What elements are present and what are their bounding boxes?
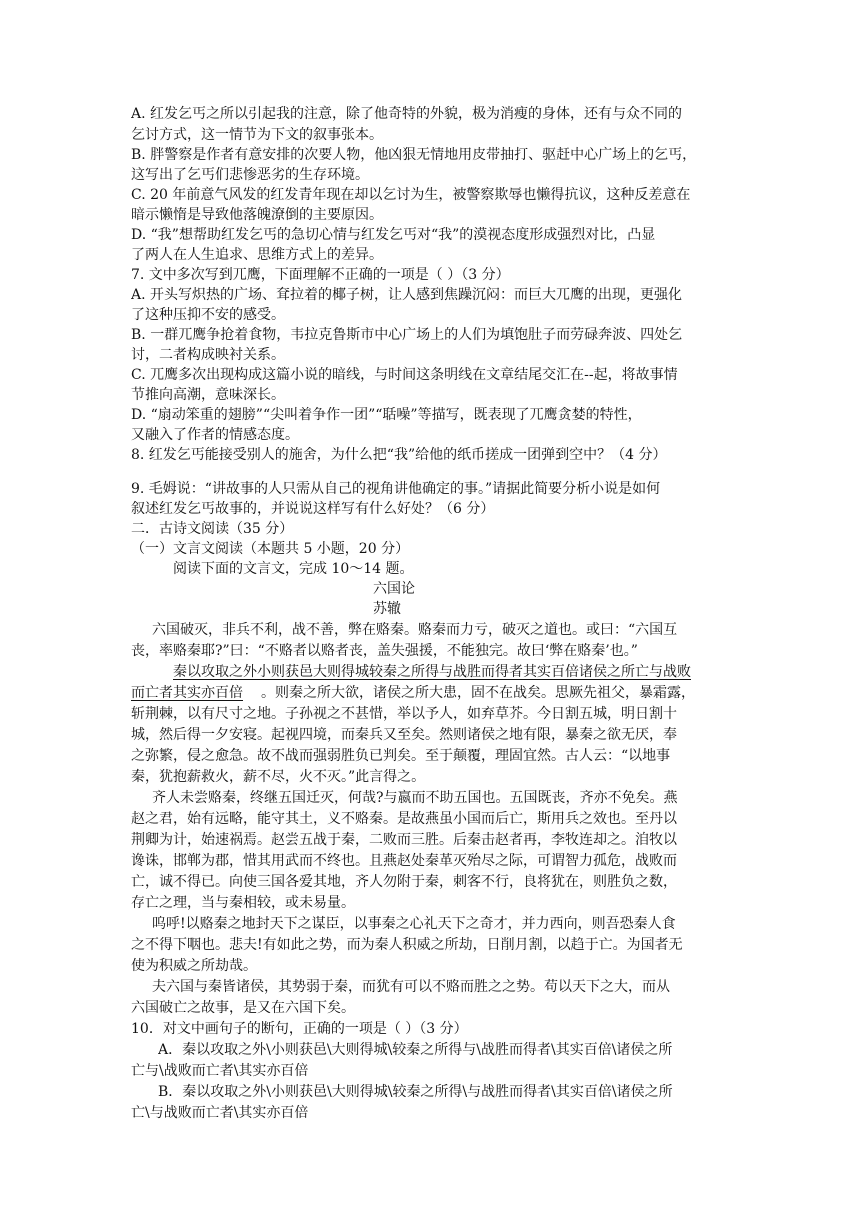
- text-line: A. 开头写炽热的广场、耷拉着的椰子树，让人感到焦躁沉闷：而巨大兀鹰的出现，更强化: [131, 287, 683, 303]
- text-line: 又融入了作者的情感态度。: [131, 427, 299, 443]
- text-line: 齐人未尝赂秦，终继五国迁灭，何哉?与嬴而不助五国也。五国既丧，齐亦不免矣。燕: [152, 790, 678, 806]
- text-line: 亡，诚不得已。向使三国各爱其地，齐人勿附于秦，刺客不行，良将犹在，则胜负之数，: [131, 874, 677, 890]
- text-line: 8. 红发乞丐能接受别人的施舍，为什么把“我”给他的纸币搓成一团弹到空中？（4 分）: [131, 447, 667, 463]
- text-line: C. 兀鹰多次出现构成这篇小说的暗线，与时间这条明线在文章结尾交汇在--起，将故事情: [131, 367, 678, 383]
- text-line: 使为积威之所劫哉。: [131, 958, 257, 974]
- text-line: 丧，率赂秦耶?”曰：“不赂者以赂者丧，盖失强援，不能独完。故曰‘弊在赂秦’也。”: [131, 643, 638, 659]
- text-line: 7. 文中多次写到兀鹰，下面理解不正确的一项是（ ）（3 分）: [131, 267, 510, 283]
- text-line: 二．古诗文阅读（35 分）: [131, 521, 294, 537]
- text-line: 苏辙: [373, 601, 401, 617]
- text-line: 。则秦之所大欲，诸侯之所大患，固不在战矣。思厥先祖父，暴霜露，: [261, 685, 695, 701]
- text-line: 亡\与战败而亡者\其实亦百倍: [131, 1105, 309, 1121]
- text-line: （一）文言文阅读（本题共 5 小题，20 分）: [131, 541, 410, 557]
- text-line: C. 20 年前意气风发的红发青年现在却以乞讨为生，被警察欺辱也懒得抗议，这种反差意在: [131, 187, 691, 203]
- text-line: 节推向高潮，意味深长。: [131, 387, 285, 403]
- text-line: D. “我”想帮助红发乞丐的急切心情与红发乞丐对“我”的漠视态度形成强烈对比，凸显: [131, 227, 656, 243]
- text-line: 9. 毛姆说：“讲故事的人只需从自己的视角讲他确定的事。”请据此简要分析小说是如何: [131, 481, 661, 497]
- text-line: 六国破灭，非兵不利，战不善，弊在赂秦。赂秦而力亏，破灭之道也。或曰：“六国互: [152, 622, 678, 638]
- text-line: 阅读下面的文言文，完成 10～14 题。: [173, 561, 414, 577]
- text-line: 夫六国与秦皆诸侯，其势弱于秦，而犹有可以不赂而胜之之势。苟以天下之大，而从: [152, 979, 670, 995]
- text-line: 荆卿为计，始速祸焉。赵尝五战于秦，二败而三胜。后秦击赵者再，李牧连却之。洎牧以: [131, 832, 677, 848]
- text-line: B. 胖警察是作者有意安排的次要人物，他凶狠无情地用皮带抽打、驱赶中心广场上的乞丐，: [131, 147, 697, 163]
- text-line: 亡与\战败而亡者\其实亦百倍: [131, 1063, 309, 1079]
- text-line: 了两人在人生追求、思维方式上的差异。: [131, 247, 383, 263]
- text-line: 斩荆棘，以有尺寸之地。子孙视之不甚惜，举以予人，如弃草芥。今日割五城，明日割十: [131, 706, 677, 722]
- text-line: 六国破亡之故事，是又在六国下矣。: [131, 1000, 355, 1016]
- text-line: 存亡之理，当与秦相较，或未易量。: [131, 895, 355, 911]
- text-line: A．秦以攻取之外\小则获邑\大则得城\较秦之所得与\战胜而得者\其实百倍\诸侯之所: [158, 1042, 673, 1058]
- text-line: A. 红发乞丐之所以引起我的注意，除了他奇特的外貌，极为消瘦的身体，还有与众不同的: [131, 106, 683, 122]
- text-line: 讨，二者构成映衬关系。: [131, 347, 285, 363]
- text-line: 10．对文中画句子的断句，正确的一项是（ ）（3 分）: [131, 1021, 468, 1037]
- text-line: 之不得下咽也。悲夫!有如此之势，而为秦人积威之所劫，日削月割，以趋于亡。为国者无: [131, 937, 683, 953]
- text-line: 秦，犹抱薪救火，薪不尽，火不灭。”此言得之。: [131, 769, 426, 785]
- text-line: D. “扇动笨重的翅膀”“尖叫着争作一团”“聒噪”等描写，既表现了兀鹰贪婪的特性，: [131, 407, 642, 423]
- text-line: 六国论: [373, 581, 415, 597]
- text-line: 暗示懒惰是导致他落魄潦倒的主要原因。: [131, 207, 383, 223]
- text-line: 乞讨方式，这一情节为下文的叙事张本。: [131, 127, 383, 143]
- text-line: B．秦以攻取之外\小则获邑\大则得城\较秦之所得\与战胜而得者\其实百倍\诸侯之所: [158, 1084, 673, 1100]
- text-line: 之弥繁，侵之愈急。故不战而强弱胜负已判矣。至于颠覆，理固宜然。古人云：“以地事: [131, 748, 671, 764]
- text-line: 而亡者其实亦百倍: [131, 685, 243, 701]
- text-line: B. 一群兀鹰争抢着食物，韦拉克鲁斯市中心广场上的人们为填饱肚子而劳碌奔波、四处乞: [131, 327, 683, 343]
- text-line: 了这种压抑不安的感受。: [131, 307, 285, 323]
- text-line: 叙述红发乞丐故事的，并说说这样写有什么好处？（6 分）: [131, 501, 495, 517]
- text-line: 秦以攻取之外小则获邑大则得城较秦之所得与战胜而得者其实百倍诸侯之所亡与战败: [173, 664, 691, 680]
- text-line: 谗诛，邯郸为郡，惜其用武而不终也。且燕赵处秦革灭殆尽之际，可谓智力孤危，战败而: [131, 853, 677, 869]
- text-line: 呜呼!以赂秦之地封天下之谋臣，以事秦之心礼天下之奇才，并力西向，则吾恐秦人食: [152, 916, 676, 932]
- text-line: 这写出了乞丐们悲惨恶劣的生存环境。: [131, 167, 369, 183]
- text-line: 城，然后得一夕安寝。起视四境，而秦兵又至矣。然则诸侯之地有限，暴秦之欲无厌，奉: [131, 727, 677, 743]
- text-line: 赵之君，始有远略，能守其土，义不赂秦。是故燕虽小国而后亡，斯用兵之效也。至丹以: [131, 811, 677, 827]
